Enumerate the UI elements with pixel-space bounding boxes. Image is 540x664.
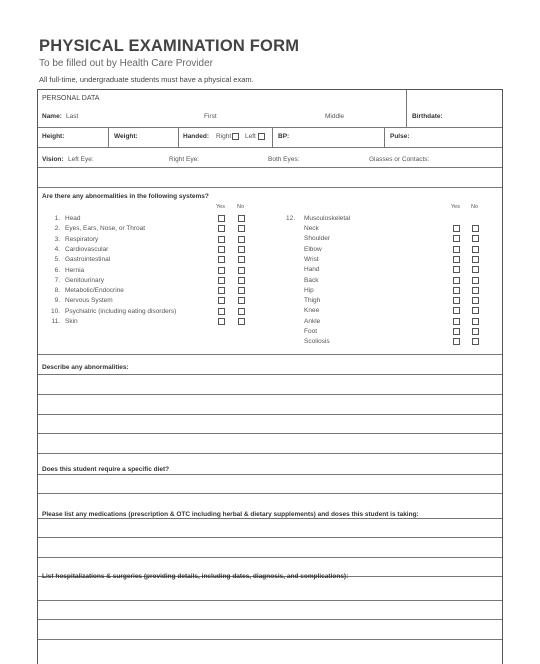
musculoskeletal-no-checkbox[interactable]: [472, 338, 479, 345]
system-yes-checkbox[interactable]: [218, 236, 225, 243]
musculoskeletal-heading: Musculoskeletal: [304, 215, 351, 222]
musculoskeletal-yes-checkbox[interactable]: [453, 338, 460, 345]
birthdate-label[interactable]: Birthdate:: [412, 113, 443, 120]
form-subtitle: To be filled out by Health Care Provider: [39, 58, 213, 69]
system-number: 5.: [54, 256, 60, 264]
row-divider: [38, 187, 502, 188]
row-divider: [38, 394, 502, 395]
form-box: [37, 89, 503, 664]
musculoskeletal-label: Neck: [304, 225, 319, 232]
musculoskeletal-no-checkbox[interactable]: [472, 235, 479, 242]
bp-divider: [384, 127, 385, 147]
medications-question: Please list any medications (prescription & OTC including herbal & dietary supplements) and doses this student is taking:: [42, 511, 419, 518]
system-yes-checkbox[interactable]: [218, 318, 225, 325]
no-header-right: No: [471, 204, 479, 210]
system-label: Respiratory: [65, 235, 99, 243]
bp-label[interactable]: BP:: [278, 133, 290, 140]
system-yes-checkbox[interactable]: [218, 215, 225, 222]
height-label[interactable]: Height:: [42, 133, 65, 140]
yes-header-left: Yes: [216, 204, 225, 210]
row-divider: [38, 474, 502, 475]
form-title: PHYSICAL EXAMINATION FORM: [39, 37, 300, 55]
row-divider: [38, 557, 502, 558]
row-divider: [38, 619, 502, 620]
system-number: 3.: [54, 235, 60, 243]
system-yes-checkbox[interactable]: [218, 267, 225, 274]
musculoskeletal-no-checkbox[interactable]: [472, 225, 479, 232]
system-label: Genitourinary: [65, 276, 105, 284]
system-yes-checkbox[interactable]: [218, 246, 225, 253]
vision-label: Vision:: [42, 156, 64, 163]
system-no-checkbox[interactable]: [238, 215, 245, 222]
system-no-checkbox[interactable]: [238, 287, 245, 294]
musculoskeletal-yes-checkbox[interactable]: [453, 307, 460, 314]
musculoskeletal-label: Foot: [304, 328, 318, 335]
left-hand-label: Left: [245, 133, 256, 140]
musculoskeletal-yes-checkbox[interactable]: [453, 266, 460, 273]
row-divider: [38, 639, 502, 640]
row-divider: [38, 147, 502, 148]
system-no-checkbox[interactable]: [238, 308, 245, 315]
system-number: 6.: [54, 266, 60, 274]
musculoskeletal-label: Wrist: [304, 255, 319, 263]
glasses-contacts-label[interactable]: Glasses or Contacts:: [369, 156, 430, 163]
diet-question: Does this student require a specific diet?: [42, 466, 170, 473]
row-divider: [38, 167, 502, 168]
system-no-checkbox[interactable]: [238, 318, 245, 325]
describe-abnormalities-label: Describe any abnormalities:: [42, 364, 129, 371]
system-label: Head: [65, 215, 81, 222]
right-eye-label[interactable]: Right Eye:: [169, 156, 199, 163]
musculoskeletal-number: 12.: [286, 215, 296, 222]
system-number: 11.: [51, 318, 60, 325]
musculoskeletal-no-checkbox[interactable]: [472, 328, 479, 335]
system-number: 1.: [54, 215, 60, 222]
system-label: Nervous System: [65, 297, 113, 305]
left-eye-label[interactable]: Left Eye:: [68, 156, 94, 163]
system-no-checkbox[interactable]: [238, 297, 245, 304]
system-label: Gastrointestinal: [65, 256, 111, 264]
no-header-left: No: [237, 204, 245, 210]
musculoskeletal-no-checkbox[interactable]: [472, 287, 479, 294]
row-divider: [38, 414, 502, 415]
middle-label: Middle: [325, 113, 345, 120]
last-label: Last: [66, 113, 79, 120]
musculoskeletal-no-checkbox[interactable]: [472, 266, 479, 273]
handed-divider: [272, 127, 273, 147]
system-no-checkbox[interactable]: [238, 256, 245, 263]
pulse-label[interactable]: Pulse:: [390, 133, 410, 140]
name-label: Name:: [42, 113, 62, 120]
musculoskeletal-yes-checkbox[interactable]: [453, 297, 460, 304]
system-label: Skin: [65, 318, 78, 325]
system-label: Hernia: [65, 266, 85, 274]
musculoskeletal-yes-checkbox[interactable]: [453, 235, 460, 242]
musculoskeletal-label: Scoliosis: [304, 338, 330, 346]
row-divider: [38, 374, 502, 375]
musculoskeletal-label: Ankle: [304, 317, 321, 325]
system-number: 7.: [54, 276, 60, 284]
row-divider: [38, 354, 502, 355]
musculoskeletal-label: Hip: [304, 286, 314, 294]
system-yes-checkbox[interactable]: [218, 308, 225, 315]
weight-label[interactable]: Weight:: [114, 133, 138, 140]
musculoskeletal-no-checkbox[interactable]: [472, 277, 479, 284]
personal-data-label: PERSONAL DATA: [42, 95, 100, 102]
musculoskeletal-yes-checkbox[interactable]: [453, 328, 460, 335]
system-yes-checkbox[interactable]: [218, 287, 225, 294]
height-divider: [108, 127, 109, 147]
right-hand-checkbox[interactable]: [232, 133, 239, 140]
system-no-checkbox[interactable]: [238, 225, 245, 232]
musculoskeletal-no-checkbox[interactable]: [472, 246, 479, 253]
musculoskeletal-yes-checkbox[interactable]: [453, 277, 460, 284]
system-yes-checkbox[interactable]: [218, 225, 225, 232]
musculoskeletal-yes-checkbox[interactable]: [453, 287, 460, 294]
system-no-checkbox[interactable]: [238, 267, 245, 274]
musculoskeletal-label: Elbow: [304, 245, 322, 253]
handed-label: Handed:: [183, 133, 209, 140]
musculoskeletal-yes-checkbox[interactable]: [453, 225, 460, 232]
musculoskeletal-label: Hand: [304, 266, 320, 274]
system-no-checkbox[interactable]: [238, 246, 245, 253]
yes-header-right: Yes: [451, 204, 460, 210]
first-label: First: [204, 113, 217, 120]
system-label: Metabolic/Endocrine: [65, 287, 124, 295]
row-divider: [38, 453, 502, 454]
both-eyes-label[interactable]: Both Eyes:: [268, 156, 300, 163]
system-yes-checkbox[interactable]: [218, 297, 225, 304]
system-no-checkbox[interactable]: [238, 277, 245, 284]
hospitalizations-question: List hospitalizations & surgeries (providing details, including dates, diagnosis, and complications):: [42, 573, 349, 580]
row-divider: [38, 433, 502, 434]
system-number: 4.: [54, 245, 60, 253]
system-no-checkbox[interactable]: [238, 236, 245, 243]
form-intro: All full-time, undergraduate students must have a physical exam.: [39, 75, 254, 84]
left-hand-checkbox[interactable]: [258, 133, 265, 140]
system-number: 2.: [54, 225, 60, 233]
musculoskeletal-label: Shoulder: [304, 235, 331, 243]
system-number: 10.: [50, 307, 60, 315]
musculoskeletal-no-checkbox[interactable]: [472, 297, 479, 304]
system-number: 9.: [54, 297, 60, 305]
musculoskeletal-label: Thigh: [304, 297, 321, 305]
row-divider: [38, 600, 502, 601]
musculoskeletal-yes-checkbox[interactable]: [453, 256, 460, 263]
musculoskeletal-no-checkbox[interactable]: [472, 307, 479, 314]
system-label: Eyes, Ears, Nose, or Throat: [65, 225, 146, 233]
musculoskeletal-yes-checkbox[interactable]: [453, 246, 460, 253]
row-divider: [38, 537, 502, 538]
system-number: 8.: [54, 287, 60, 295]
systems-question: Are there any abnormalities in the following systems?: [42, 193, 209, 200]
system-yes-checkbox[interactable]: [218, 277, 225, 284]
system-yes-checkbox[interactable]: [218, 256, 225, 263]
musculoskeletal-no-checkbox[interactable]: [472, 256, 479, 263]
row-divider: [38, 493, 502, 494]
system-label: Cardiovascular: [65, 245, 109, 253]
musculoskeletal-yes-checkbox[interactable]: [453, 318, 460, 325]
musculoskeletal-no-checkbox[interactable]: [472, 318, 479, 325]
birthdate-divider: [406, 90, 407, 127]
musculoskeletal-label: Back: [304, 276, 319, 284]
right-hand-label: Right: [216, 133, 232, 140]
system-label: Psychiatric (including eating disorders): [65, 307, 177, 315]
musculoskeletal-label: Knee: [304, 307, 320, 315]
weight-divider: [178, 127, 179, 147]
